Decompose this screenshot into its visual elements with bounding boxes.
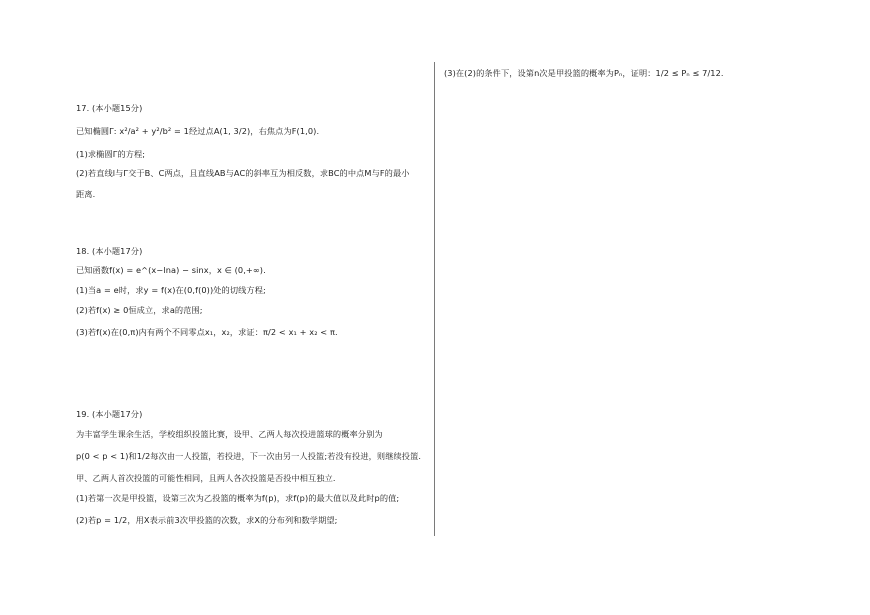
q18-line-2: (1)当a = e时，求y = f(x)在(0,f(0))处的切线方程; [76,285,266,295]
q19-line-3: 甲、乙两人首次投篮的可能性相同，且两人各次投篮是否投中相互独立. [76,473,336,483]
q19-line-5: (2)若p = 1/2，用X表示前3次甲投篮的次数，求X的分布列和数学期望; [76,515,338,525]
q17-line-2: (1)求椭圆Γ的方程; [76,149,146,159]
q18-line-4: (3)若f(x)在(0,π)内有两个不同零点x₁，x₂，求证：π/2 < x₁ + x₂ < π. [76,327,338,337]
q19-line-6: (3)在(2)的条件下，设第n次是甲投篮的概率为Pₙ，证明：1/2 ≤ Pₙ ≤ 7/12. [444,68,724,78]
q18-header: 18. (本小题17分) [76,246,143,256]
q19-line-4: (1)若第一次是甲投篮，设第三次为乙投篮的概率为f(p)，求f(p)的最大值以及此时p的值; [76,493,400,503]
q17-line-1: 已知椭圆Γ: x²/a² + y²/b² = 1经过点A(1, 3/2)，右焦点为F(1,0). [76,126,320,136]
q17-line-4: 距离. [76,189,96,199]
column-divider [434,62,435,536]
q18-line-1: 已知函数f(x) = e^(x−lna) − sinx，x ∈ (0,+∞). [76,265,266,275]
q18-line-3: (2)若f(x) ≥ 0恒成立，求a的范围; [76,305,203,315]
q17-header: 17. (本小题15分) [76,103,143,113]
q19-line-2: p(0 < p < 1)和1/2每次由一人投篮，若投进，下一次由另一人投篮;若没有投进，则继续投篮. [76,451,422,461]
q19-header: 19. (本小题17分) [76,409,143,419]
q19-line-1: 为丰富学生课余生活，学校组织投篮比赛，设甲、乙两人每次投进篮球的概率分别为 [76,429,383,439]
q17-line-3: (2)若直线l与Γ交于B、C两点，且直线AB与AC的斜率互为相反数，求BC的中点M与F的最小 [76,168,410,178]
